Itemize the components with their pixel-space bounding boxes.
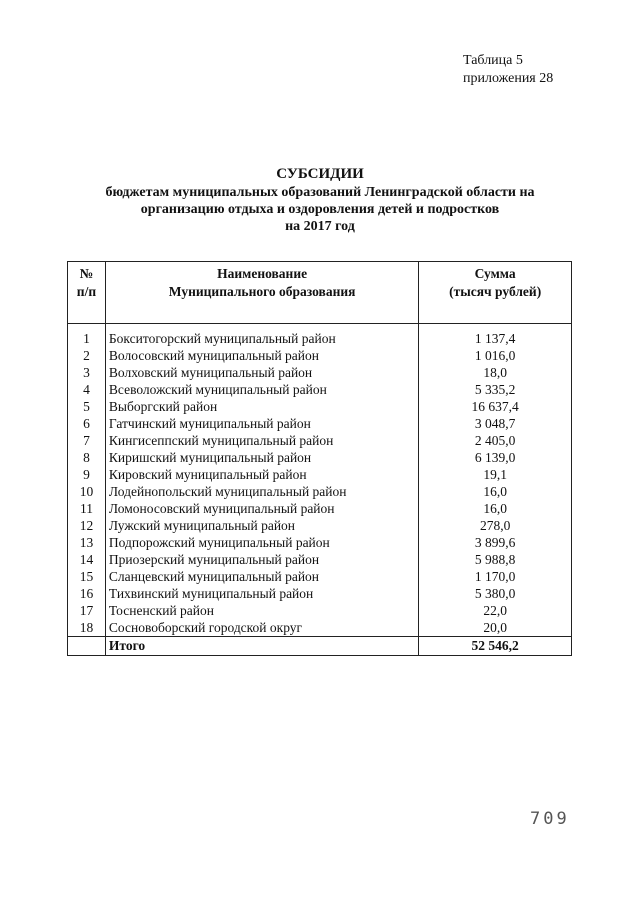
- total-sum: 52 546,2: [419, 637, 572, 656]
- municipality-name: Сланцевский муниципальный район: [105, 568, 418, 585]
- table-row: [68, 449, 572, 466]
- table-row: [68, 364, 572, 381]
- table-label: Таблица 5: [463, 53, 523, 68]
- municipality-name: Всеволожский муниципальный район: [105, 381, 418, 398]
- table-row: [68, 551, 572, 568]
- municipality-name: Гатчинский муниципальный район: [105, 415, 418, 432]
- subsidy-amount: 6 139,0: [419, 449, 572, 466]
- row-number: 16: [68, 585, 106, 602]
- table-row: [68, 381, 572, 398]
- municipality-name: Тосненский район: [105, 602, 418, 619]
- appendix-label: приложения 28: [463, 71, 554, 86]
- table-reference: [463, 52, 553, 88]
- header-num: [68, 262, 106, 324]
- header-name-line-2: Муниципального образования: [168, 284, 356, 299]
- municipality-name: Кингисеппский муниципальный район: [105, 432, 418, 449]
- table-row: [68, 534, 572, 551]
- table-row: [68, 568, 572, 585]
- header-sum: [419, 262, 572, 324]
- subsidy-amount: 18,0: [419, 364, 572, 381]
- row-number: 10: [68, 483, 106, 500]
- subsidy-amount: 20,0: [419, 619, 572, 637]
- table-row: [68, 324, 572, 348]
- row-number: 9: [68, 466, 106, 483]
- row-number: 2: [68, 347, 106, 364]
- subsidy-amount: 22,0: [419, 602, 572, 619]
- title-line-1: бюджетам муниципальных образований Ленинградской области на: [105, 185, 535, 200]
- subsidy-amount: 278,0: [419, 517, 572, 534]
- table-row: [68, 585, 572, 602]
- row-number: 4: [68, 381, 106, 398]
- table-row: [68, 602, 572, 619]
- subsidy-amount: 5 380,0: [419, 585, 572, 602]
- header-num-line-1: №: [79, 266, 94, 281]
- header-name-line-1: Наименование: [217, 266, 308, 281]
- subsidy-amount: 16 637,4: [419, 398, 572, 415]
- title-line-3: на 2017 год: [285, 219, 355, 234]
- subsidy-amount: 19,1: [419, 466, 572, 483]
- subsidy-table: [67, 261, 572, 656]
- row-number: 7: [68, 432, 106, 449]
- subsidy-amount: 16,0: [419, 500, 572, 517]
- table-row: [68, 432, 572, 449]
- subsidy-amount: 5 988,8: [419, 551, 572, 568]
- table-header-row: [68, 262, 572, 324]
- title-main: СУБСИДИИ: [276, 166, 364, 182]
- subsidy-amount: 3 048,7: [419, 415, 572, 432]
- table-row: [68, 483, 572, 500]
- table-row: [68, 500, 572, 517]
- municipality-name: Ломоносовский муниципальный район: [105, 500, 418, 517]
- table-row: [68, 347, 572, 364]
- row-number: 14: [68, 551, 106, 568]
- row-number: 11: [68, 500, 106, 517]
- header-name: [105, 262, 418, 324]
- subsidy-amount: 1 170,0: [419, 568, 572, 585]
- header-sum-line-2: (тысяч рублей): [449, 284, 542, 299]
- row-number: 8: [68, 449, 106, 466]
- subsidy-amount: 1 016,0: [419, 347, 572, 364]
- row-number: 17: [68, 602, 106, 619]
- row-number: 5: [68, 398, 106, 415]
- municipality-name: Бокситогорский муниципальный район: [105, 324, 418, 348]
- row-number: 15: [68, 568, 106, 585]
- municipality-name: Сосновоборский городской округ: [105, 619, 418, 637]
- municipality-name: Приозерский муниципальный район: [105, 551, 418, 568]
- municipality-name: Киришский муниципальный район: [105, 449, 418, 466]
- municipality-name: Выборгский район: [105, 398, 418, 415]
- table-row: [68, 619, 572, 637]
- subsidy-amount: 1 137,4: [419, 324, 572, 348]
- page-number: 709: [530, 809, 570, 829]
- header-sum-line-1: Сумма: [474, 266, 516, 281]
- row-number: 3: [68, 364, 106, 381]
- table-row: [68, 415, 572, 432]
- subsidy-amount: 16,0: [419, 483, 572, 500]
- row-number: 12: [68, 517, 106, 534]
- municipality-name: Волховский муниципальный район: [105, 364, 418, 381]
- municipality-name: Волосовский муниципальный район: [105, 347, 418, 364]
- municipality-name: Подпорожский муниципальный район: [105, 534, 418, 551]
- row-number: 13: [68, 534, 106, 551]
- subsidy-amount: 2 405,0: [419, 432, 572, 449]
- subsidy-amount: 5 335,2: [419, 381, 572, 398]
- municipality-name: Лодейнопольский муниципальный район: [105, 483, 418, 500]
- table-row: [68, 466, 572, 483]
- municipality-name: Лужский муниципальный район: [105, 517, 418, 534]
- total-label: Итого: [105, 637, 418, 656]
- document-title: [0, 164, 640, 235]
- subsidy-amount: 3 899,6: [419, 534, 572, 551]
- row-number: 18: [68, 619, 106, 637]
- row-number: 6: [68, 415, 106, 432]
- municipality-name: Тихвинский муниципальный район: [105, 585, 418, 602]
- header-num-line-2: п/п: [76, 284, 97, 299]
- row-number: 1: [68, 324, 106, 348]
- total-num-cell: [68, 637, 106, 656]
- total-row: [68, 637, 572, 656]
- title-line-2: организацию отдыха и оздоровления детей и подростков: [140, 202, 500, 217]
- table-row: [68, 398, 572, 415]
- municipality-name: Кировский муниципальный район: [105, 466, 418, 483]
- table-row: [68, 517, 572, 534]
